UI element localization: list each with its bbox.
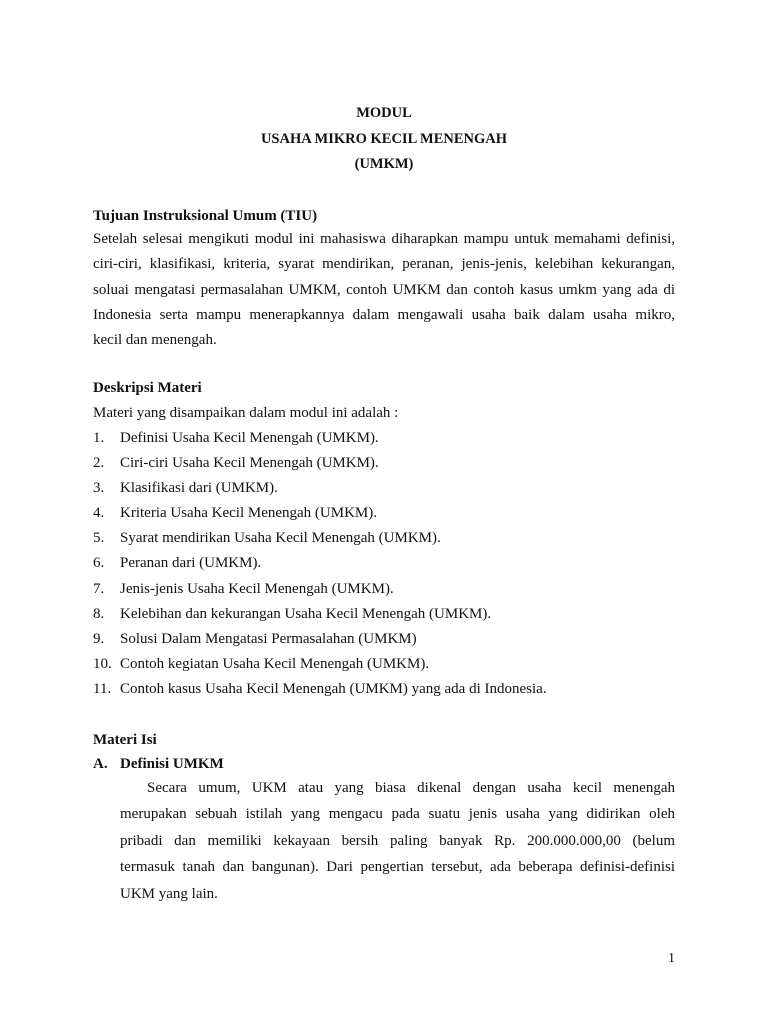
list-text: Klasifikasi dari (UMKM). — [120, 480, 278, 497]
title-umkm-abbr: (UMKM) — [354, 156, 414, 172]
section-a-line: termasuk tanah dan bangunan). Dari pengertian tersebut, ada beberapa definisi-definisi — [120, 859, 675, 876]
list-number: 11. — [93, 680, 112, 697]
section-a-line: Secara umum, UKM atau yang biasa dikenal dengan usaha kecil menengah — [147, 780, 675, 796]
list-number: 1. — [93, 430, 105, 446]
list-text: Syarat mendirikan Usaha Kecil Menengah (UMKM). — [120, 530, 441, 547]
list-text: Contoh kasus Usaha Kecil Menengah (UMKM) yang ada di Indonesia. — [120, 680, 547, 697]
list-text: Solusi Dalam Mengatasi Permasalahan (UMKM) — [120, 630, 417, 647]
list-number: 2. — [93, 455, 105, 472]
list-number: 7. — [93, 580, 105, 597]
tiu-line: soluai mengatasi permasalahan UMKM, contoh UMKM dan contoh kasus umkm yang ada di — [93, 281, 675, 298]
list-number: 6. — [93, 555, 105, 572]
materi-isi-heading: Materi Isi — [93, 732, 157, 748]
list-number: 5. — [93, 530, 105, 547]
list-text: Definisi Usaha Kecil Menengah (UMKM). — [120, 430, 379, 446]
deskripsi-heading: Deskripsi Materi — [93, 380, 202, 396]
list-text: Ciri-ciri Usaha Kecil Menengah (UMKM). — [120, 455, 379, 472]
list-text: Peranan dari (UMKM). — [120, 555, 262, 572]
tiu-line: kecil dan menengah. — [93, 332, 217, 349]
list-text: Kriteria Usaha Kecil Menengah (UMKM). — [120, 505, 377, 522]
title-umkm-full: USAHA MIKRO KECIL MENENGAH — [260, 131, 508, 147]
tiu-line: ciri-ciri, klasifikasi, kriteria, syarat mendirikan, peranan, jenis-jenis, kelebihan kekurangan, — [93, 256, 675, 273]
list-number: 8. — [93, 605, 105, 622]
list-number: 9. — [93, 630, 105, 647]
tiu-paragraph — [93, 227, 675, 353]
section-a-line: UKM yang lain. — [120, 885, 218, 902]
list-text: Contoh kegiatan Usaha Kecil Menengah (UMKM). — [120, 655, 430, 672]
tiu-line: Indonesia serta mampu menerapkannya dalam mengawali usaha baik dalam usaha mikro, — [93, 306, 675, 323]
section-a-line: pribadi dan memiliki kekayaan bersih paling banyak Rp. 200.000.000,00 (belum — [120, 832, 675, 849]
list-number: 4. — [93, 505, 105, 522]
title-modul: MODUL — [356, 105, 412, 121]
tiu-heading: Tujuan Instruksional Umum (TIU) — [93, 208, 318, 224]
section-a-paragraph — [120, 775, 675, 907]
section-a-number: A. — [93, 756, 108, 772]
list-number: 10. — [93, 655, 112, 672]
deskripsi-intro: Materi yang disampaikan dalam modul ini adalah : — [93, 405, 399, 421]
list-text: Kelebihan dan kekurangan Usaha Kecil Menengah (UMKM). — [120, 605, 492, 622]
list-text: Jenis-jenis Usaha Kecil Menengah (UMKM). — [120, 580, 394, 597]
section-a-line: merupakan sebuah istilah yang mengacu pada suatu jenis usaha yang didirikan oleh — [120, 806, 675, 823]
section-a-title: Definisi UMKM — [120, 756, 224, 772]
tiu-line: Setelah selesai mengikuti modul ini mahasiswa diharapkan mampu untuk memahami definisi, — [93, 231, 675, 247]
list-number: 3. — [93, 480, 105, 497]
page-number: 1 — [668, 951, 675, 966]
